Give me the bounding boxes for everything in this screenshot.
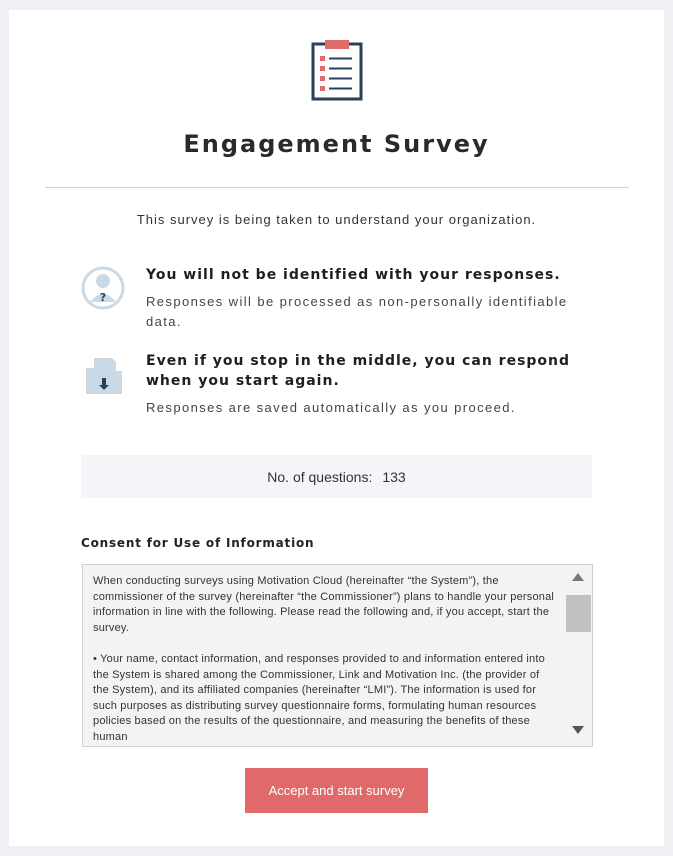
anonymous-user-icon: [81, 266, 125, 310]
info-heading-resume: Even if you stop in the middle, you can respond when you start again.: [146, 353, 571, 389]
consent-title: Consent for Use of Information: [81, 536, 315, 550]
consent-paragraph: When conducting surveys using Motivation Cloud (hereinafter “the System”), the commissioner of the survey (hereinafter “the Commissioner”) plans to handle your personal information in line with the following. Please read the following and, if you accept, start the survey.: [93, 575, 555, 634]
folder-download-icon: [84, 356, 124, 396]
consent-paragraph: • Your name, contact information, and responses provided to and information entered into the System is shared among the Commissioner, Link and Motivation Inc. (the provider of the System), and its affiliated companies (hereinafter “LMI”). The information is used for such purposes as distributing survey questionnaire forms, formulating human resources policies based on the results of the questionnaire, and measuring the benefits of these human: [93, 653, 545, 743]
page-title: Engagement Survey: [183, 130, 490, 158]
scroll-down-arrow-icon[interactable]: [572, 726, 584, 734]
question-count-label: No. of questions:: [267, 468, 373, 485]
svg-text:?: ?: [99, 291, 107, 304]
question-count-value: 133: [382, 468, 406, 485]
consent-scrollbar[interactable]: [564, 565, 592, 746]
question-count-box: [81, 455, 592, 498]
divider: [45, 187, 629, 188]
scroll-thumb[interactable]: [566, 595, 591, 632]
info-body-resume: Responses are saved automatically as you proceed.: [146, 400, 516, 415]
survey-card: [9, 10, 664, 846]
intro-text: This survey is being taken to understand your organization.: [136, 212, 537, 227]
info-heading-anonymous: You will not be identified with your responses.: [146, 267, 561, 283]
accept-start-survey-button[interactable]: Accept and start survey: [245, 768, 428, 813]
consent-text: [93, 574, 555, 747]
clipboard-checklist-icon: [311, 39, 363, 101]
info-body-anonymous: Responses will be processed as non-personally identifiable data.: [146, 294, 568, 329]
consent-textarea[interactable]: [82, 564, 593, 747]
scroll-up-arrow-icon[interactable]: [572, 573, 584, 581]
